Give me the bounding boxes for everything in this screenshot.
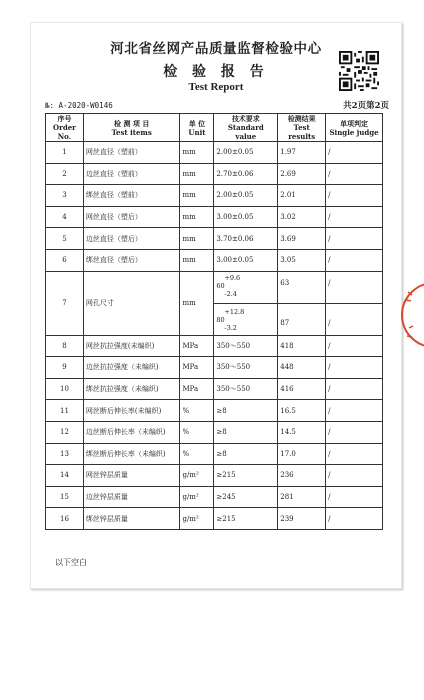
table-row: 14 网丝锌层质量 g/m² ≥215 236 / <box>46 465 383 487</box>
table-row: 8 网丝抗拉强度(未编织) MPa 350～550 418 / <box>46 335 383 357</box>
table-row: 15 边丝锌层质量 g/m² ≥245 281 / <box>46 486 383 508</box>
table-row: 3 绑丝直径（塑前） mm 2.00±0.05 2.01 / <box>46 185 383 207</box>
table-row: 4 网丝直径（塑后） mm 3.00±0.05 3.02 / <box>46 206 383 228</box>
blank-below-note: 以下空白 <box>55 558 87 567</box>
table-row: 10 绑丝抗拉强度（未编织) MPa 350～550 416 / <box>46 378 383 400</box>
table-row: 1 网丝直径（塑前） mm 2.00±0.05 1.97 / <box>46 142 383 164</box>
results-table <box>45 113 383 530</box>
table-row: 9 边丝抗拉强度（未编织) MPa 350～550 448 / <box>46 357 383 379</box>
tolerance-60: +9.6 60 -2.4 <box>216 273 241 298</box>
red-seal-stamp <box>400 270 424 360</box>
table-header-row <box>46 114 383 142</box>
table-row: 12 边丝断后伸长率（未编织) % ≥8 14.5 / <box>46 421 383 443</box>
report-number: №: A-2020-W0146 <box>45 101 113 110</box>
mesh-judge-cell: / / <box>326 271 383 335</box>
col-header-unit: 单 位 Unit <box>180 114 214 142</box>
qr-code-icon <box>339 51 379 91</box>
table-row: 2 边丝直径（塑前） mm 2.70±0.06 2.69 / <box>46 163 383 185</box>
col-header-judge: 单项判定 Single judge <box>326 114 383 142</box>
table-row: 6 绑丝直径（塑后） mm 3.00±0.05 3.05 / <box>46 249 383 271</box>
report-title-en: Test Report <box>188 81 244 93</box>
tolerance-80: +12.8 80 -3.2 <box>216 308 245 333</box>
mesh-result-cell: 63 87 <box>278 271 326 335</box>
table-row: 5 边丝直径（塑后） mm 3.70±0.06 3.69 / <box>46 228 383 250</box>
table-row: 11 网丝断后伸长率(未编织) % ≥8 16.5 / <box>46 400 383 422</box>
page-info: 共2页第2页 <box>343 101 389 111</box>
table-row: 13 绑丝断后伸长率（未编织) % ≥8 17.0 / <box>46 443 383 465</box>
col-header-results: 检测结果 Test results <box>278 114 326 142</box>
org-name: 河北省丝网产品质量监督检验中心 <box>110 41 322 57</box>
table-row-mesh: 7 网孔尺寸 mm +9.6 60 -2.4 +12.8 80 -3.2 63 87 / / <box>46 271 383 335</box>
report-title-cn: 检 验 报 告 <box>163 64 269 80</box>
report-page <box>30 22 402 589</box>
mesh-standard-cell <box>214 271 278 335</box>
col-header-standard: 技术要求 Standard value <box>214 114 278 142</box>
table-row: 16 绑丝锌层质量 g/m² ≥215 239 / <box>46 508 383 530</box>
col-header-order: 序号 Order No. <box>46 114 84 142</box>
col-header-items: 检 测 项 目 Test items <box>83 114 180 142</box>
